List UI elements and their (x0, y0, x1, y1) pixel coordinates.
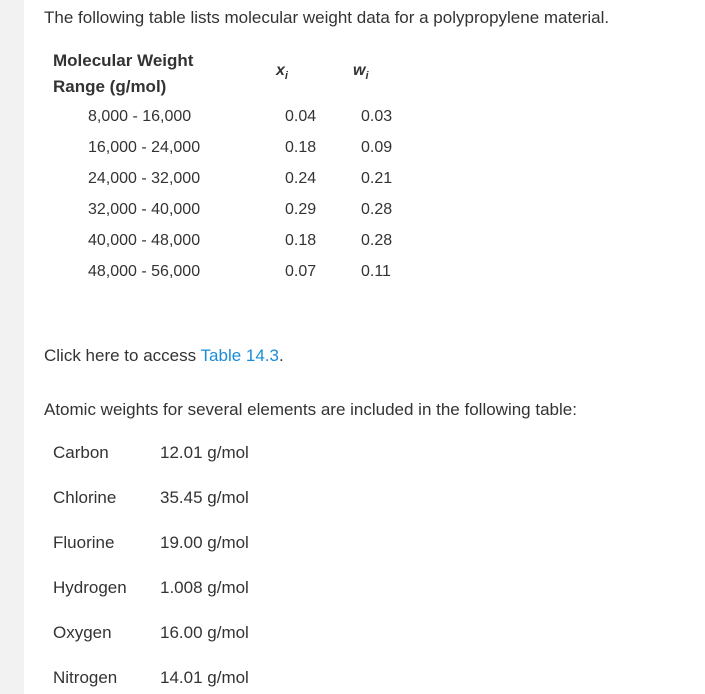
mw-range-cell: 48,000 - 56,000 (88, 263, 201, 280)
element-weight: 16.00 g/mol (160, 623, 249, 642)
xi-cell: 0.24 (285, 170, 317, 187)
xi-header-letter: x (276, 62, 285, 79)
element-name: Nitrogen (53, 668, 118, 687)
intro-text: The following table lists molecular weight data for a polypropylene material. (44, 8, 610, 27)
mw-range-cell: 40,000 - 48,000 (88, 232, 201, 249)
xi-cell: 0.18 (285, 232, 317, 249)
mw-range-cell: 24,000 - 32,000 (88, 170, 201, 187)
atomic-weights-intro: Atomic weights for several elements are included in the following table: (44, 400, 577, 419)
link-suffix: . (278, 346, 284, 365)
mw-range-cell: 8,000 - 16,000 (88, 108, 192, 125)
element-weight: 12.01 g/mol (160, 443, 249, 462)
xi-header (276, 62, 288, 82)
left-margin-bar (0, 0, 24, 694)
element-name: Carbon (53, 443, 109, 462)
wi-cell: 0.28 (361, 232, 393, 249)
element-name: Fluorine (53, 533, 115, 552)
wi-header-sub: i (365, 70, 369, 83)
element-name: Chlorine (53, 488, 117, 507)
wi-cell: 0.03 (361, 108, 393, 125)
mw-range-header-line2: Range (g/mol) (53, 77, 167, 96)
element-name: Hydrogen (53, 578, 127, 597)
xi-cell: 0.18 (285, 139, 317, 156)
wi-header-letter: w (353, 62, 366, 79)
mw-range-header-line1: Molecular Weight (53, 51, 194, 70)
element-weight: 19.00 g/mol (160, 533, 249, 552)
table-14-3-link[interactable]: Table 14.3 (200, 346, 279, 365)
element-weight: 14.01 g/mol (160, 668, 249, 687)
mw-range-cell: 32,000 - 40,000 (88, 201, 201, 218)
wi-cell: 0.11 (361, 263, 391, 280)
mw-range-cell: 16,000 - 24,000 (88, 139, 201, 156)
wi-cell: 0.28 (361, 201, 393, 218)
wi-header (353, 62, 369, 82)
element-weight: 1.008 g/mol (160, 578, 249, 597)
link-prefix: Click here to access (44, 346, 201, 365)
mw-range-header (53, 48, 193, 100)
table-link-line (44, 344, 284, 368)
wi-cell: 0.21 (361, 170, 393, 187)
element-name: Oxygen (53, 623, 112, 642)
element-weight: 35.45 g/mol (160, 488, 249, 507)
xi-cell: 0.07 (285, 263, 317, 280)
wi-cell: 0.09 (361, 139, 393, 156)
xi-cell: 0.04 (285, 108, 317, 125)
xi-cell: 0.29 (285, 201, 317, 218)
xi-header-sub: i (284, 70, 288, 83)
